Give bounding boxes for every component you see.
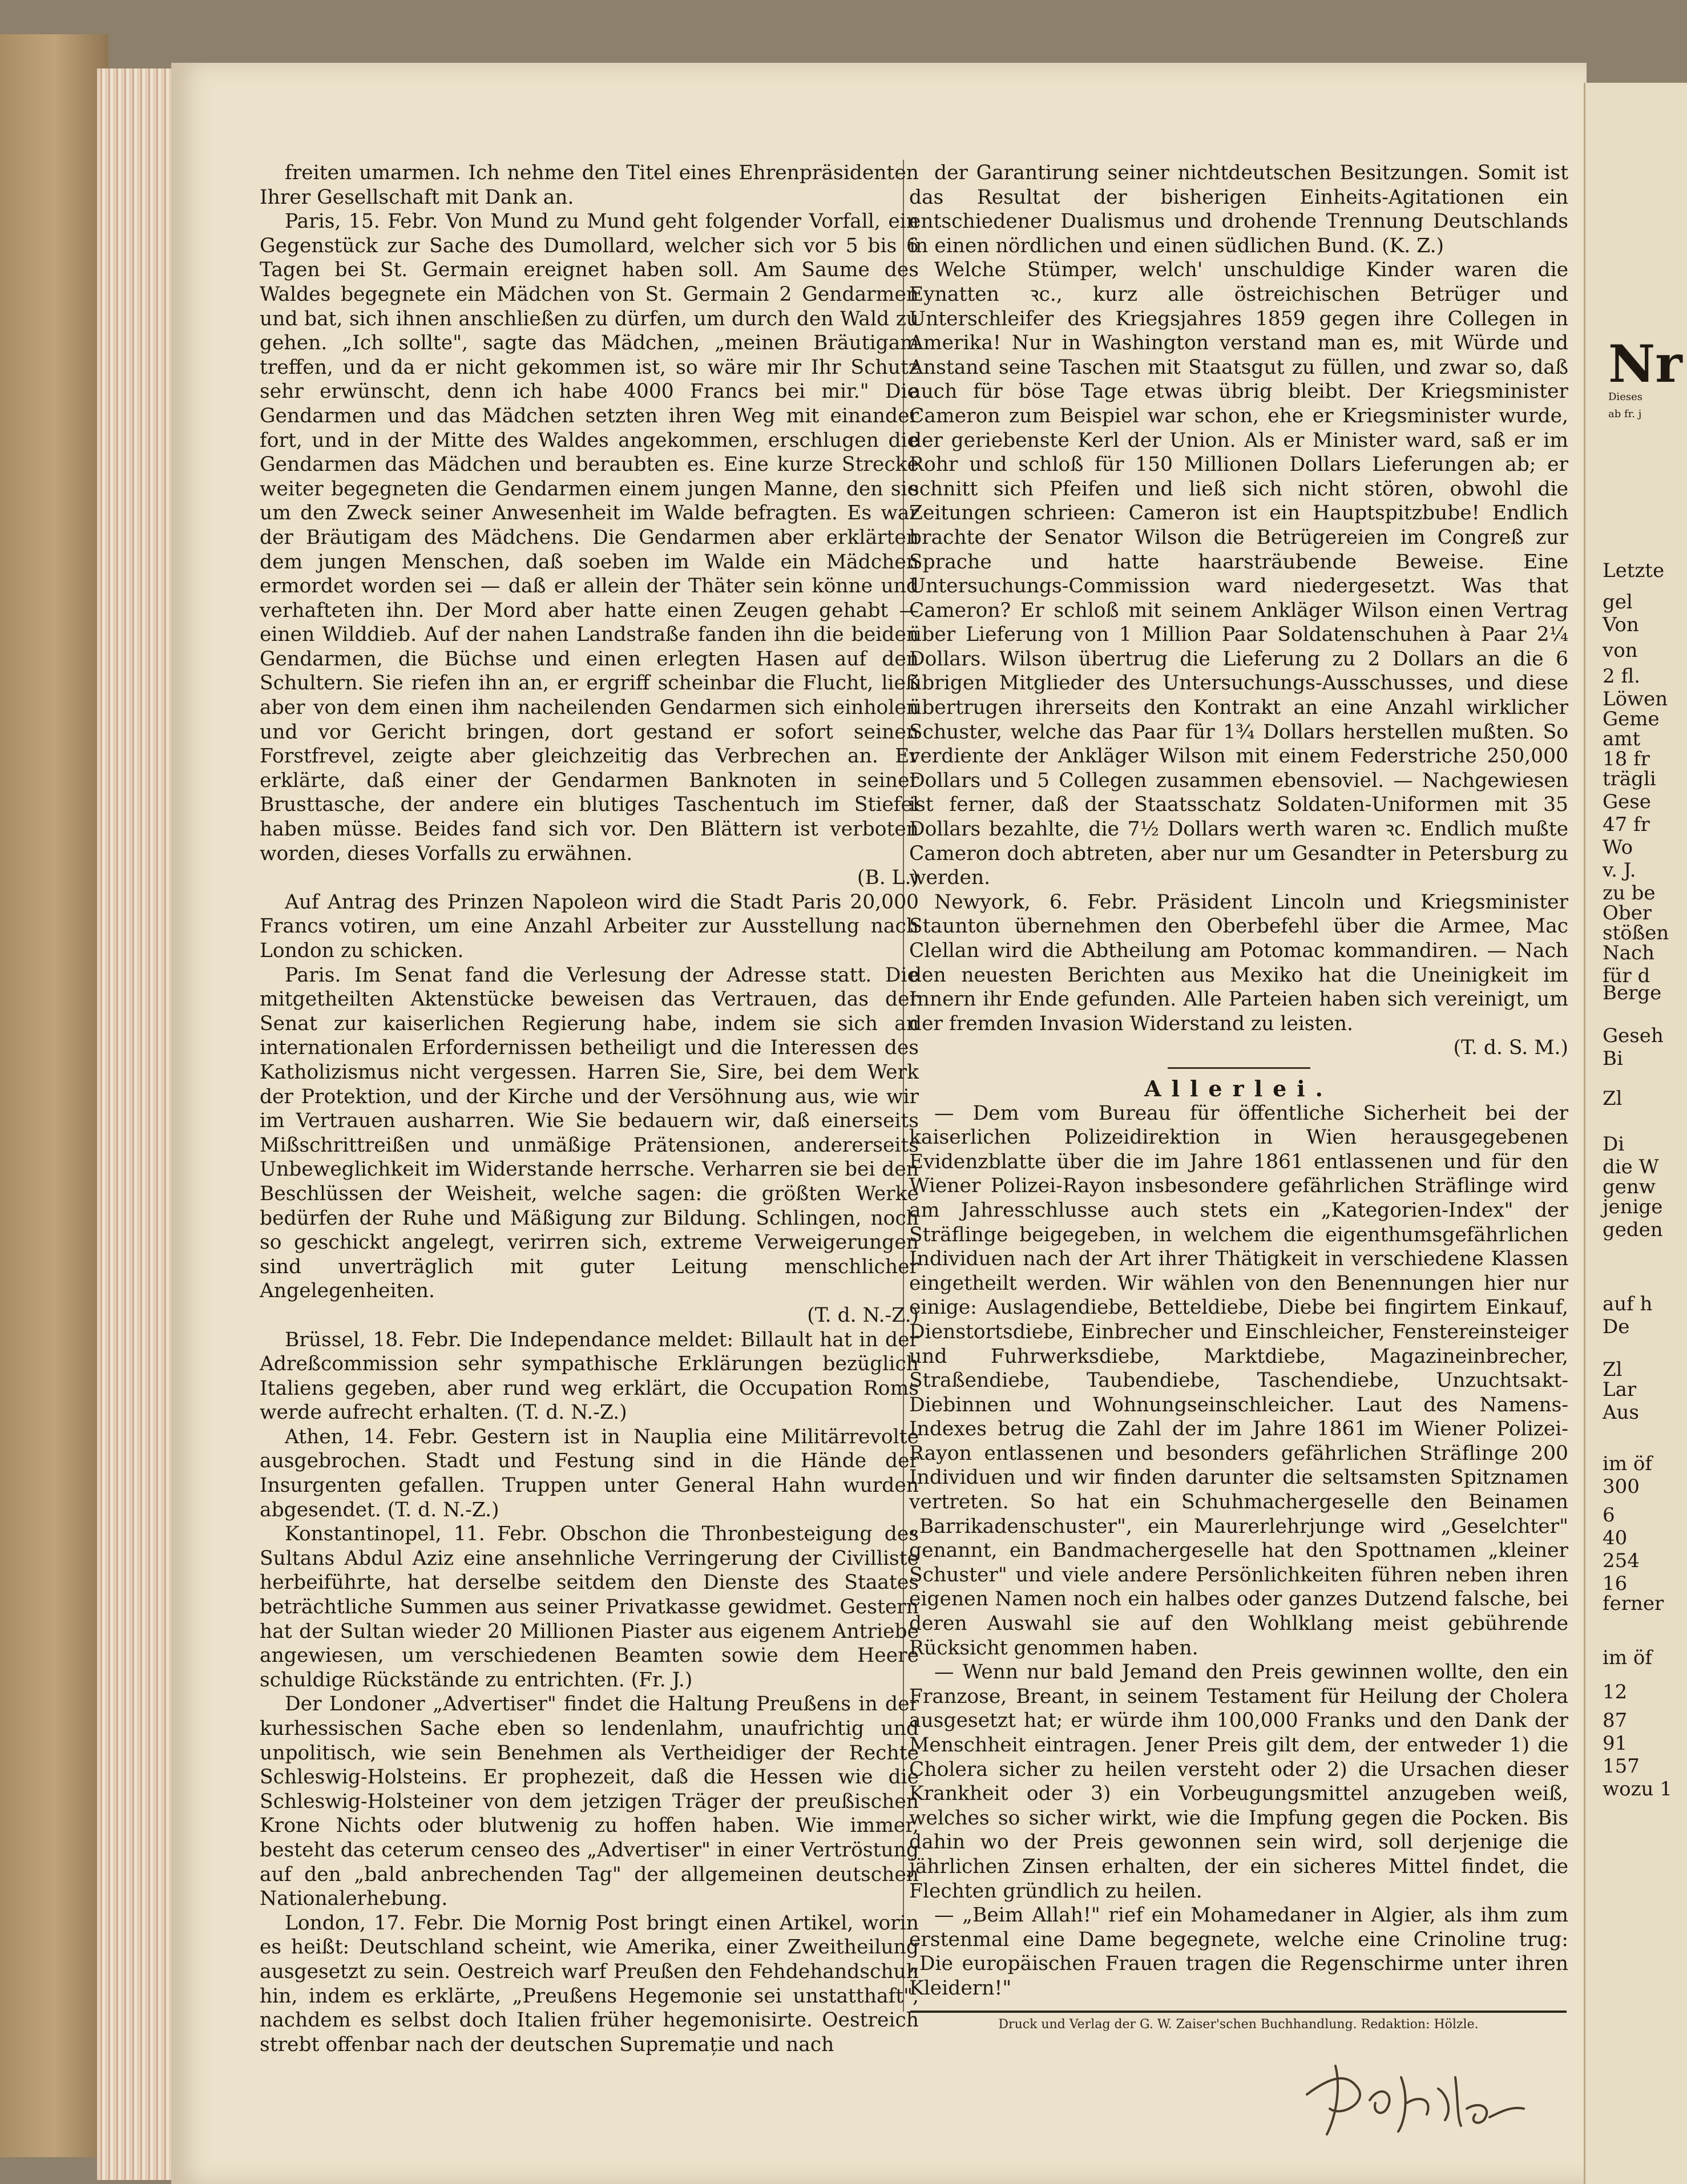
adjacent-page-line: Geme <box>1603 708 1660 730</box>
paragraph: Paris. Im Senat fand die Verlesung der Adresse statt. Die mitgetheilten Aktenstücke beweisen das Vertrauen, das der Senat zur kaiserlichen Regierung habe, indem sie sich an internationalen Erfordernissen betheiligt und die Interessen des Katholizismus nicht vergessen. Harren Sie, Sire, bei dem Werk der Protektion, und der Kirche und der Versöhnung aus, wie wir im Vertrauen ausharren. Wie Sie bedauern wir, daß einerseits Mißschrittreißen und unmäßige Prätensionen, andererseits Unbeweglichkeit im Widerstande herrsche. Verharren sie bei den Beschlüssen der Weisheit, welche sagen: die größten Werke bedürfen der Ruhe und Mäßigung zur Bildung. Schlingen, noch so geschickt angelegt, verirren sich, extreme Verweigerungen sind unverträglich mit guter Leitung menschlicher Angelegenheiten. <box>260 963 919 1303</box>
paragraph: freiten umarmen. Ich nehme den Titel eines Ehrenpräsidenten Ihrer Gesellschaft mit Dank an. <box>260 162 919 209</box>
book-cover-edge <box>0 34 108 2157</box>
adjacent-page-line: genw <box>1603 1176 1656 1198</box>
paragraph: Newyork, 6. Febr. Präsident Lincoln und Kriegsminister Staunton übernehmen den Oberbefehl über die Armee, Mac Clellan wird die Abtheilung am Potomac kommandiren. — Nach den neuesten Berichten aus Mexiko hat die Uneinigkeit im Innern ihr Ende gefunden. Alle Parteien haben sich vereinigt, um der fremden Invasion Widerstand zu leisten. <box>909 890 1568 1035</box>
paragraph: — Dem vom Bureau für öffentliche Sicherheit bei der kaiserlichen Polizeidirektion in Wien herausgegebenen Evidenzblatte über die im Jahre 1861 entlassenen und für den Wiener Polizei-Rayon insbesondere gefährlichen Sträflinge wird am Jahresschlusse auch stets ein „Kategorien-Index" der Sträflinge beigegeben, in welchem die eigenthumsgefährlichen Individuen nach der Art ihrer Thätigkeit in verschiedene Klassen eingetheilt werden. Wir wählen von den Benennungen hier nur einige: Auslagendiebe, Betteldiebe, Diebe bei fingirtem Einkauf, Dienstortsdiebe, Einbrecher und Einschleicher, Fenstereinsteiger und Fuhrwerksdiebe, Marktdiebe, Magazineinbrecher, Straßendiebe, Taubendiebe, Taschendiebe, Unzuchtsakt-Diebinnen und Wohnungseinschleicher. Laut des Namens-Indexes betrug die Zahl der im Jahre 1861 im Wiener Polizei-Rayon entlassenen und besonders gefährlichen Sträflinge 200 Individuen und wir finden darunter die seltsamsten Spitznamen vertreten. So hat ein Schuhmachergeselle den Beinamen „Barrikadenschuster", ein Maurerlehrjunge wird „Geselchter" genannt, ein Bandmachergeselle hat den Spottnamen „kleiner Schuster" und viele andere Persönlichkeiten führen neben ihren eigenen Namen noch ein halbes oder ganzes Dutzend falsche, bei deren Auswahl sie auf den Wohlklang meist gebührende Rücksicht genommen haben. <box>909 1101 1568 1660</box>
paragraph: — „Beim Allah!" rief ein Mohamedaner in Algier, als ihm zum erstenmal eine Dame begegnete, welche eine Crinoline trug: „Die europäischen Frauen tragen die Regenschirme unter ihren Kleidern!" <box>909 1904 1568 2000</box>
adjacent-page-line: Zl <box>1603 1087 1623 1110</box>
adjacent-page-line: Dieses <box>1608 391 1642 403</box>
handwritten-signature <box>1295 2054 1535 2140</box>
paragraph: London, 17. Febr. Die Mornig Post bringt einen Artikel, worin es heißt: Deutschland scheint, wie Amerika, einer Zweitheilung ausgesetzt zu sein. Oestreich warf Preußen den Fehdehandschuh hin, indem es erklärte, „Preußens Hegemonie sei unstatthaft", nachdem es selbst doch Italien früher hegemonisirte. Oestreich strebt offenbar nach der deutschen Supremație und nach <box>260 1911 919 2056</box>
adjacent-page-line: jenige <box>1603 1196 1663 1218</box>
adjacent-page-line: Wo <box>1603 836 1633 859</box>
paragraph: Welche Stümper, welch' unschuldige Kinder waren die Eynatten ꝛc., kurz alle östreichischen Betrüger und Unterschleifer des Kriegsjahres 1859 gegen ihre Collegen in Amerika! Nur in Washington verstand man es, mit Würde und Anstand seine Taschen mit Staatsgut zu füllen, und zwar so, daß auch für böse Tage etwas übrig bleibt. Der Kriegsminister Cameron zum Beispiel war schon, ehe er Kriegsminister wurde, der geriebenste Kerl der Union. Als er Minister ward, saß er im Rohr und schloß für 150 Millionen Dollars Lieferungen ab; er schnitt sich Pfeifen und ließ sich nicht stören, obwohl die Zeitungen schrieen: Cameron ist ein Hauptspitzbube! Endlich brachte der Senator Wilson die Betrügereien im Congreß zur Sprache und hatte haarsträubende Beweise. Eine Untersuchungs-Commission ward niedergesetzt. Was that Cameron? Er schloß mit seinem Ankläger Wilson einen Vertrag über Lieferung von 1 Million Paar Soldatenschuhen à Paar 2¼ Dollars. Wilson übertrug die Lieferung zu 2 Dollars an die 6 übrigen Mitglieder des Untersuchungs-Ausschusses, und diese übertrugen ihrerseits den Kontrakt an eine Anzahl wirklicher Schuster, welche das Paar für 1¾ Dollars herstellen mußten. So verdiente der Ankläger Wilson mit einem Federstriche 250,000 Dollars und 5 Collegen zusammen ebensoviel. — Nachgewiesen ist ferner, daß der Staatsschatz Soldaten-Uniformen mit 35 Dollars bezahlte, die 7½ Dollars werth waren ꝛc. Endlich mußte Cameron doch abtreten, aber nur um Gesandter in Petersburg zu werden. <box>909 259 1568 890</box>
paragraph: Konstantinopel, 11. Febr. Obschon die Thronbesteigung des Sultans Abdul Aziz eine ansehnliche Verringerung der Civilliste herbeiführte, hat derselbe seitdem den Dienste des Staates beträchtliche Summen aus seiner Privatkasse gewidmet. Gestern hat der Sultan wieder 20 Millionen Piaster aus eigenem Antriebe angewiesen, um verschiedenen Beamten sowie dem Heere schuldige Rückstände zu entrichten. (Fr. J.) <box>260 1523 919 1692</box>
adjacent-page-line: 87 <box>1603 1709 1628 1732</box>
adjacent-page-line: Nach <box>1603 942 1654 964</box>
adjacent-page <box>1584 83 1687 2184</box>
paragraph: Auf Antrag des Prinzen Napoleon wird die Stadt Paris 20,000 Francs votiren, um eine Anzahl Arbeiter zur Ausstellung nach London zu schicken. <box>260 890 919 962</box>
adjacent-page-line: 157 <box>1603 1755 1640 1778</box>
adjacent-page-line: ab fr. j <box>1608 408 1642 420</box>
source-citation: (B. L.) <box>857 866 919 890</box>
paragraph: — Wenn nur bald Jemand den Preis gewinnen wollte, den ein Franzose, Breant, in seinem Testament für Heilung der Cholera ausgesetzt hat; er würde ihm 100,000 Franks und den Dank der Menschheit eintragen. Jener Preis gilt dem, der entweder 1) die Cholera sicher zu heilen versteht oder 2) die Ursachen dieser Krankheit oder 3) ein Vorbeugungsmittel anzugeben weiß, welches so sicher wirkt, wie die Impfung gegen die Pocken. Bis dahin wo der Preis gewonnen sein wird, soll derjenige die jährlichen Zinsen erhalten, der ein sicheres Mittel findet, die Flechten gründlich zu heilen. <box>909 1661 1568 1903</box>
section-divider <box>1168 1067 1310 1069</box>
adjacent-page-line: stößen <box>1603 922 1669 944</box>
section-heading: Allerlei. <box>1144 1075 1333 1101</box>
adjacent-page-line: Ober <box>1603 902 1652 925</box>
page-edges <box>97 68 177 2180</box>
adjacent-page-line: im öf <box>1603 1452 1652 1475</box>
column-right <box>909 161 1568 2013</box>
adjacent-page-line: ferner <box>1603 1592 1664 1615</box>
adjacent-page-line: zu be <box>1603 882 1656 905</box>
paragraph: Paris, 15. Febr. Von Mund zu Mund geht folgender Vorfall, ein Gegenstück zur Sache des Dumollard, welcher sich vor 5 bis 6 Tagen bei St. Germain ereignet haben soll. Am Saume des Waldes begegnete ein Mädchen von St. Germain 2 Gendarmen und bat, sich ihnen anschließen zu dürfen, um durch den Wald zu gehen. „Ich sollte", sagte das Mädchen, „meinen Bräutigam treffen, und da er nicht gekommen ist, so wäre mir Ihr Schutz sehr erwünscht, denn ich habe 4000 Francs bei mir." Die Gendarmen und das Mädchen setzten ihren Weg mit einander fort, und in der Mitte des Waldes angekommen, erschlugen die Gendarmen das Mädchen und beraubten es. Eine kurze Strecke weiter begegneten die Gendarmen einem jungen Manne, den sie um den Zweck seiner Anwesenheit im Walde befragten. Es war der Bräutigam des Mädchens. Die Gendarmen aber erklärten dem jungen Menschen, daß soeben im Walde ein Mädchen ermordet worden sei — daß er allein der Thäter sein könne und verhafteten ihn. Der Mord aber hatte einen Zeugen gehabt — einen Wilddieb. Auf der nahen Landstraße fanden ihn die beiden Gendarmen, die Büchse und einen erlegten Hasen auf den Schultern. Sie riefen ihn an, er ergriff scheinbar die Flucht, ließ aber von dem einen ihm nacheilenden Gendarmen sich einholen und vor Gericht bringen, dort gestand er sofort seinen Forstfrevel, zeigte aber gleichzeitig das Verbrechen an. Er erklärte, daß einer der Gendarmen Banknoten in seiner Brusttasche, der andere ein blutiges Taschentuch im Stiefel haben müsse. Beides fand sich vor. Den Blättern ist verboten worden, dieses Vorfalls zu erwähnen. <box>260 210 919 865</box>
adjacent-page-line: 12 <box>1603 1681 1628 1703</box>
column-left <box>260 161 919 2056</box>
adjacent-page-line: 47 fr <box>1603 813 1650 836</box>
imprint-line: Druck und Verlag der G. W. Zaiser'schen Buchhandlung. Redaktion: Hölzle. <box>910 2011 1567 2032</box>
adjacent-page-line: 91 <box>1603 1732 1628 1755</box>
adjacent-page-line: im öf <box>1603 1646 1652 1669</box>
adjacent-page-line: 16 <box>1603 1572 1628 1595</box>
adjacent-page-line: von <box>1603 639 1638 662</box>
adjacent-page-line: Geseh <box>1603 1024 1664 1047</box>
adjacent-page-line: Gese <box>1603 790 1651 813</box>
paragraph: der Garantirung seiner nichtdeutschen Besitzungen. Somit ist das Resultat der bisherigen Einheits-Agitationen ein entschiedener Dualismus und drohende Trennung Deutschlands in einen nördlichen und einen südlichen Bund. (K. Z.) <box>909 162 1568 257</box>
adjacent-page-line: 18 fr <box>1603 748 1650 770</box>
source-citation: (T. d. N.-Z.) <box>807 1303 919 1327</box>
paragraph: Athen, 14. Febr. Gestern ist in Nauplia eine Militärrevolte ausgebrochen. Stadt und Festung sind in die Hände der Insurgenten gefallen. Truppen unter General Hahn wurden abgesendet. (T. d. N.-Z.) <box>260 1425 919 1521</box>
adjacent-page-line: 300 <box>1603 1475 1640 1498</box>
paragraph: Der Londoner „Advertiser" findet die Haltung Preußens in der kurhessischen Sache eben so lendenlahm, unaufrichtig und unpolitisch, wie sein Benehmen als Vertheidiger der Rechte Schleswig-Holsteins. Er prophezeit, daß die Hessen wie die Schleswig-Holsteiner von dem jetzigen Träger der preußischen Krone Nichts oder blutwenig zu hoffen haben. Wie immer, besteht das ceterum censeo des „Advertiser" in einer Vertröstung auf den „bald anbrechenden Tag" der allgemeinen deutschen Nationalerhebung. <box>260 1693 919 1911</box>
adjacent-page-line: Bi <box>1603 1047 1623 1070</box>
paragraph: Brüssel, 18. Febr. Die Independance meldet: Billault hat in der Adreßcommission sehr sympathische Erklärungen bezüglich Italiens gegeben, aber rund weg erklärt, die Occupation Roms werde aufrecht erhalten. (T. d. N.-Z.) <box>260 1328 919 1424</box>
adjacent-page-line: Berge <box>1603 982 1662 1004</box>
adjacent-page-line: geden <box>1603 1218 1663 1241</box>
adjacent-page-line: 40 <box>1603 1527 1628 1549</box>
adjacent-page-line: 254 <box>1603 1549 1640 1572</box>
adjacent-page-line: wozu 1 <box>1603 1778 1672 1801</box>
adjacent-page-line: auf h <box>1603 1293 1653 1315</box>
source-citation: (T. d. S. M.) <box>1453 1036 1568 1060</box>
adjacent-page-line: Letzte <box>1603 559 1665 582</box>
adjacent-page-line: v. J. <box>1603 859 1636 882</box>
adjacent-page-line: amt <box>1603 728 1641 750</box>
adjacent-page-line: für d <box>1603 964 1650 987</box>
adjacent-page-line: Aus <box>1603 1401 1639 1424</box>
adjacent-page-line: trägli <box>1603 768 1656 790</box>
adjacent-page-line: Von <box>1603 613 1639 636</box>
adjacent-page-line: Zl <box>1603 1358 1623 1381</box>
adjacent-page-line: Löwen <box>1603 688 1668 710</box>
masthead: Nr <box>1608 334 1682 394</box>
adjacent-page-line: Di <box>1603 1133 1625 1156</box>
adjacent-page-line: De <box>1603 1315 1630 1338</box>
adjacent-page-line: 2 fl. <box>1603 665 1640 688</box>
adjacent-page-line: die W <box>1603 1156 1659 1178</box>
adjacent-page-line: Lar <box>1603 1378 1637 1401</box>
adjacent-page-line: 6 <box>1603 1504 1615 1527</box>
adjacent-page-line: gel <box>1603 591 1633 613</box>
